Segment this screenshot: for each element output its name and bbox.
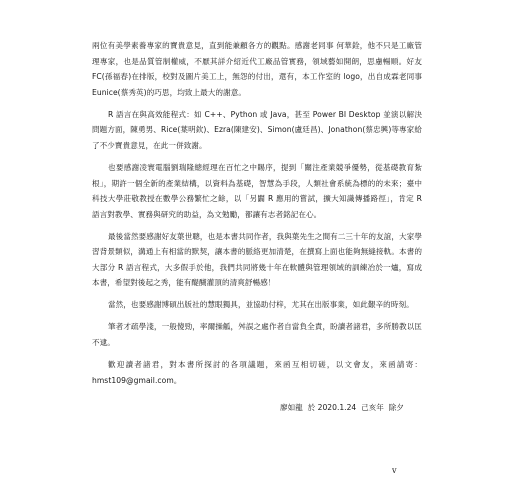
paragraph-4: 最後當然要感謝好友葉世聰，也是本書共同作者，我與葉先生之間有二三十年的友誼，大家學習背景類似，溝通上有相當的默契，讓本書的脈絡更加清楚，在撰寫上面也能夠無縫接軌。本書的大部分 R 語言程式，大多假手於他，我們共同將幾十年在軟體與管理領域的訓練冶於一爐，寫成本書，希望對後起之秀，能有醍醐灌頂的清爽舒暢感！ <box>92 231 422 288</box>
paragraph-3: 也要感謝凌寰電腦劉瑞隆總經理在百忙之中賜序，提到「關注產業競爭優勢，從基礎教育紮根」，期許一個全新的產業結構，以資料為基礎，智慧為手段，人類社會系統為標的的未來；臺中科技大學莊敬教授在數學公務繁忙之餘，以「另闢 R 應用的嘗試，擴大知識傳播路徑」，肯定 R 語言對教學、實務與研究的助益，為文勉勵，都讓有志者銘記在心。 <box>92 162 422 219</box>
paragraph-7: 歡迎讀者諸君，對本書所探討的各項議題，來函互相切磋，以文會友，來函請寄：hmst109@gmail.com。 <box>92 360 422 385</box>
preface-body <box>92 38 422 395</box>
signature-line: 廖如龍 於 2020.1.24 己亥年 除夕 <box>280 403 404 412</box>
paragraph-1: 兩位有美學素養專家的寶貴意見，直到能兼顧各方的觀點。感謝老同事 何華銓，他不只是工廠管理專家，也是品質管制權威，不厭其詳介紹近代工廠品管實務，領域藝如開朗，思慮暢順。好友 FC(孫福春)在排版，校對及圖片美工上，無怨的付出，還有，本工作室的 logo，出自成霖老同事 Eunice(蔡秀英)的巧思，均致上最大的謝意。 <box>92 41 422 97</box>
paragraph-2: R 語言在與高效能程式：如 C++、Python 或 Java，甚至 Power BI Desktop 並演以解決問題方面，陳勇男、Rice(葉明欽)、Ezra(陳建安)、Simon(盧廷昌)、Jonathon(蔡忠興)等專家給了不少寶貴意見，在此一併致謝。 <box>92 109 422 150</box>
page-number: v <box>392 466 397 475</box>
paragraph-5: 當然，也要感謝博碩出版社的慧眼獨具，並協助付梓，尤其在出版事業，如此艱辛的時刻。 <box>108 300 414 310</box>
paragraph-6: 筆者才疏學淺，一般傻勁，率爾操觚，舛誤之處作者自當負全責，盼讀者諸君，多所勝教以匡不逮。 <box>92 322 422 348</box>
